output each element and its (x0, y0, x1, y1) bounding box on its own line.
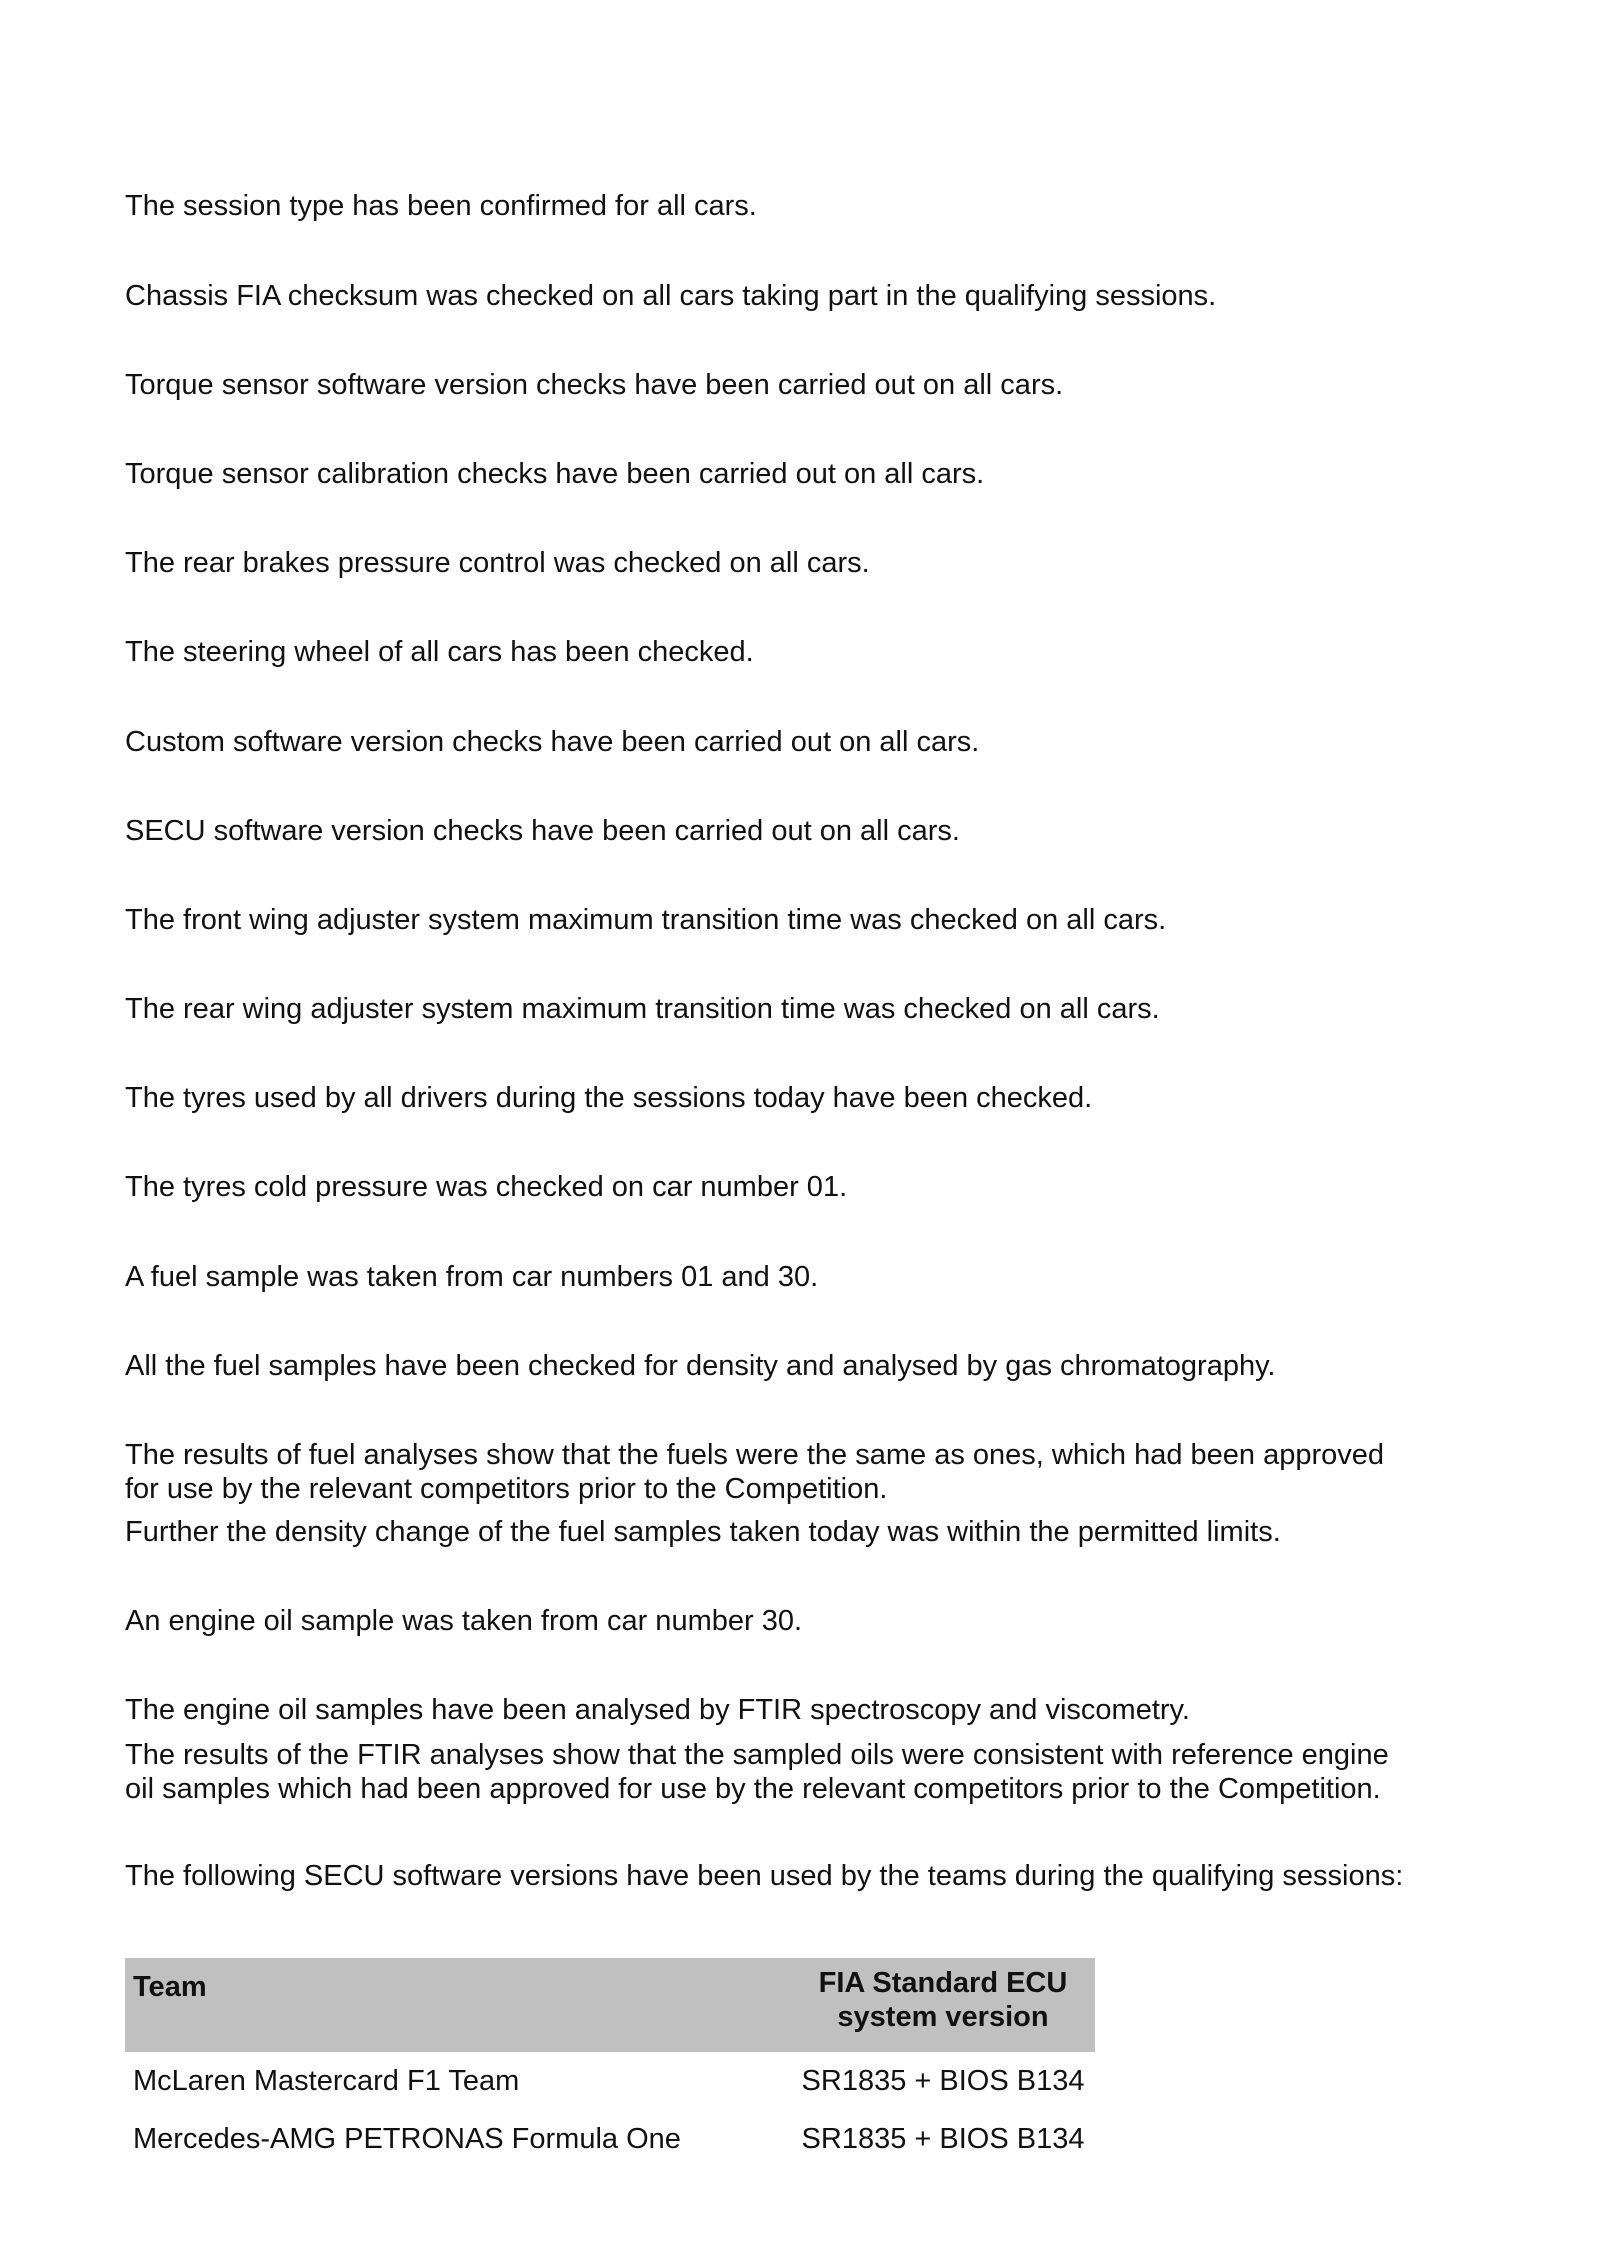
paragraph-ftir-results (125, 1738, 1505, 1806)
paragraph-secu-versions-intro (125, 1859, 1505, 1893)
paragraph-front-wing (125, 903, 1505, 937)
secu-versions-table (125, 1958, 1095, 2168)
text-line: The tyres cold pressure was checked on car number 01. (125, 1171, 848, 1203)
paragraph-tyres-used (125, 1081, 1505, 1115)
text-line: The following SECU software versions have been used by the teams during the qualifying sessions: (125, 1860, 1404, 1892)
table-header-row (125, 1958, 1095, 2052)
team-name-cell: McLaren Mastercard F1 Team (133, 2064, 520, 2097)
table-row (125, 2110, 1095, 2168)
text-line: An engine oil sample was taken from car number 30. (125, 1605, 803, 1637)
text-line: Torque sensor software version checks have been carried out on all cars. (125, 369, 1064, 401)
paragraph-fuel-sample (125, 1260, 1505, 1294)
paragraph-secu-software (125, 814, 1505, 848)
team-name-cell: Mercedes-AMG PETRONAS Formula One (133, 2122, 681, 2155)
text-line: Further the density change of the fuel samples taken today was within the permitted limits. (125, 1516, 1281, 1548)
paragraph-rear-brakes (125, 546, 1505, 580)
text-line: The results of fuel analyses show that the fuels were the same as ones, which had been approved (125, 1439, 1385, 1471)
text-line: for use by the relevant competitors prior to the Competition. (125, 1473, 888, 1505)
text-line: SECU software version checks have been carried out on all cars. (125, 815, 960, 847)
paragraph-torque-calibration (125, 457, 1505, 491)
header-ecu-line: system version (837, 2001, 1049, 2033)
paragraph-fuel-results (125, 1438, 1505, 1506)
text-line: The rear wing adjuster system maximum transition time was checked on all cars. (125, 993, 1160, 1025)
ecu-version-cell: SR1835 + BIOS B134 (801, 2064, 1085, 2097)
text-line: The session type has been confirmed for all cars. (125, 190, 757, 222)
paragraph-tyres-pressure (125, 1170, 1505, 1204)
paragraph-oil-analysis (125, 1693, 1505, 1727)
paragraph-session-type (125, 189, 1505, 223)
text-line: The results of the FTIR analyses show that the sampled oils were consistent with reference engine (125, 1739, 1389, 1771)
table-row (125, 2052, 1095, 2110)
paragraph-steering-wheel (125, 635, 1505, 669)
paragraph-torque-software (125, 368, 1505, 402)
text-line: A fuel sample was taken from car numbers 01 and 30. (125, 1261, 819, 1293)
header-ecu-line: FIA Standard ECU (818, 1967, 1068, 1999)
text-line: The engine oil samples have been analysed by FTIR spectroscopy and viscometry. (125, 1694, 1190, 1726)
paragraph-chassis-checksum (125, 279, 1505, 313)
header-team: Team (125, 1958, 791, 2052)
text-line: Torque sensor calibration checks have been carried out on all cars. (125, 458, 985, 490)
text-line: The steering wheel of all cars has been checked. (125, 636, 754, 668)
text-line: oil samples which had been approved for use by the relevant competitors prior to the Competition. (125, 1773, 1381, 1805)
paragraph-fuel-density (125, 1349, 1505, 1383)
text-line: The rear brakes pressure control was checked on all cars. (125, 547, 870, 579)
header-ecu-version (791, 1958, 1095, 2052)
text-line: Custom software version checks have been carried out on all cars. (125, 726, 980, 758)
text-line: All the fuel samples have been checked for density and analysed by gas chromatography. (125, 1350, 1276, 1382)
text-line: Chassis FIA checksum was checked on all cars taking part in the qualifying sessions. (125, 280, 1217, 312)
paragraph-rear-wing (125, 992, 1505, 1026)
ecu-version-cell: SR1835 + BIOS B134 (801, 2122, 1085, 2155)
text-line: The front wing adjuster system maximum transition time was checked on all cars. (125, 904, 1167, 936)
text-line: The tyres used by all drivers during the sessions today have been checked. (125, 1082, 1093, 1114)
paragraph-oil-sample (125, 1604, 1505, 1638)
paragraph-density-change (125, 1515, 1505, 1549)
paragraph-custom-software (125, 725, 1505, 759)
